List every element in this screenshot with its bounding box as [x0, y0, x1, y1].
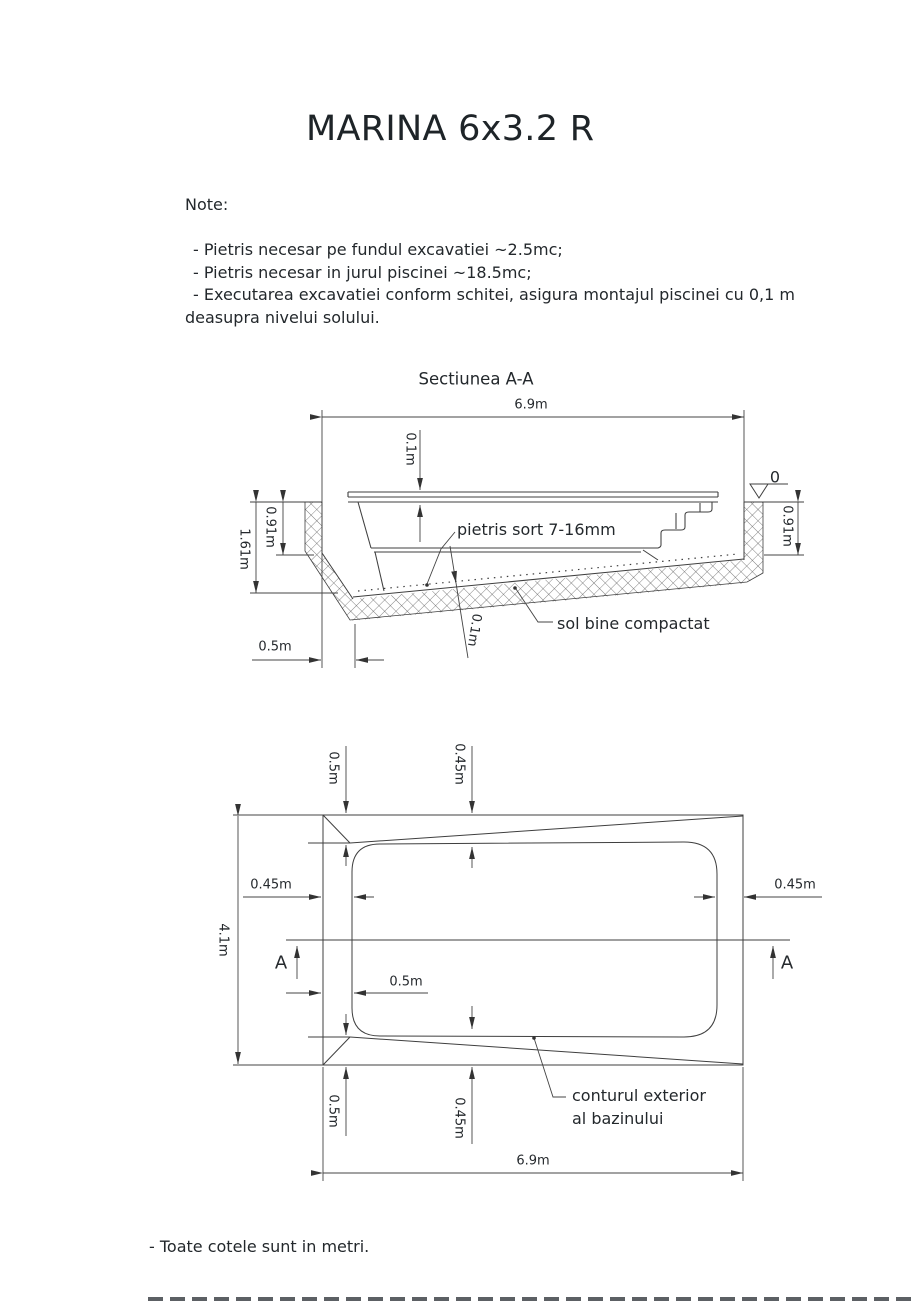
note-item: - Executarea excavatiei conform schitei, asigura montajul piscinei cu 0,1 m deasupra nivelui solului. — [185, 285, 795, 327]
dim-label-bottom-center: 0.45m — [451, 1097, 467, 1139]
footer-note: - Toate cotele sunt in metri. — [149, 1237, 370, 1256]
plan-drawing — [233, 746, 822, 1181]
leader-contour-dot — [532, 1036, 536, 1040]
dim-label-depth-left-outer: 1.61m — [236, 528, 252, 570]
note-item: - Pietris necesar in jurul piscinei ~18.5mc; — [193, 262, 532, 282]
dim-label-slope-run: 0.5m — [258, 639, 292, 655]
dim-label-height: 4.1m — [215, 923, 231, 957]
notes-items — [185, 239, 830, 329]
dim-label-top-center: 0.45m — [451, 743, 467, 785]
taper-diagonal-top — [350, 816, 743, 843]
pool-contour-callout — [572, 1084, 706, 1130]
dim-label-right: 0.45m — [774, 877, 816, 893]
dim-label-top-left: 0.5m — [325, 751, 341, 785]
note-item: - Pietris necesar pe fundul excavatiei ~2.5mc; — [193, 240, 563, 260]
pool-left-wall — [358, 502, 371, 548]
cut-off-text-artifact — [148, 1297, 912, 1301]
plan-dimensions — [233, 746, 822, 1181]
notes-block — [185, 194, 830, 329]
leader-pietris — [427, 532, 455, 584]
pool-contour — [352, 842, 717, 1037]
page-title: MARINA 6x3.2 R — [306, 109, 595, 149]
plan-leaders — [532, 1036, 566, 1097]
datum-zero-label: 0 — [769, 467, 781, 487]
pool-coping — [348, 492, 718, 497]
dim-label-bottom-left: 0.5m — [325, 1094, 341, 1128]
dim-label-width-bottom: 6.9m — [516, 1153, 550, 1169]
leader-pietris-dot — [425, 583, 429, 587]
section-marker-left: A — [274, 952, 288, 974]
pool-steps — [646, 502, 712, 548]
pool-floor-support-left — [375, 552, 384, 591]
pool-contour-callout-line1: conturul exterior — [572, 1086, 706, 1105]
dim-label-gravel-thickness: 0.1m — [463, 612, 485, 648]
dim-label-width-top: 6.9m — [514, 397, 548, 413]
dim-label-left: 0.45m — [250, 877, 292, 893]
wedge-top-left — [323, 815, 350, 843]
dim-label-coping-height: 0.1m — [402, 432, 418, 466]
leader-contour — [534, 1038, 566, 1097]
pool-floor-support-right — [643, 550, 658, 560]
dim-label-depth-left-inner: 0.91m — [262, 506, 278, 548]
dim-label-mid: 0.5m — [389, 974, 423, 990]
dim-label-depth-right: 0.91m — [779, 505, 795, 547]
notes-heading: Note: — [185, 195, 229, 214]
pool-contour-callout-line2: al bazinului — [572, 1109, 664, 1128]
section-marker-right: A — [780, 952, 794, 974]
wedge-bottom-left — [323, 1037, 350, 1065]
section-title: Sectiunea A-A — [418, 369, 534, 389]
taper-diagonal-bottom — [350, 1037, 743, 1064]
soil-callout-label: sol bine compactat — [557, 614, 710, 633]
gravel-callout-label: pietris sort 7-16mm — [457, 520, 616, 539]
leader-sol-dot — [513, 586, 517, 590]
